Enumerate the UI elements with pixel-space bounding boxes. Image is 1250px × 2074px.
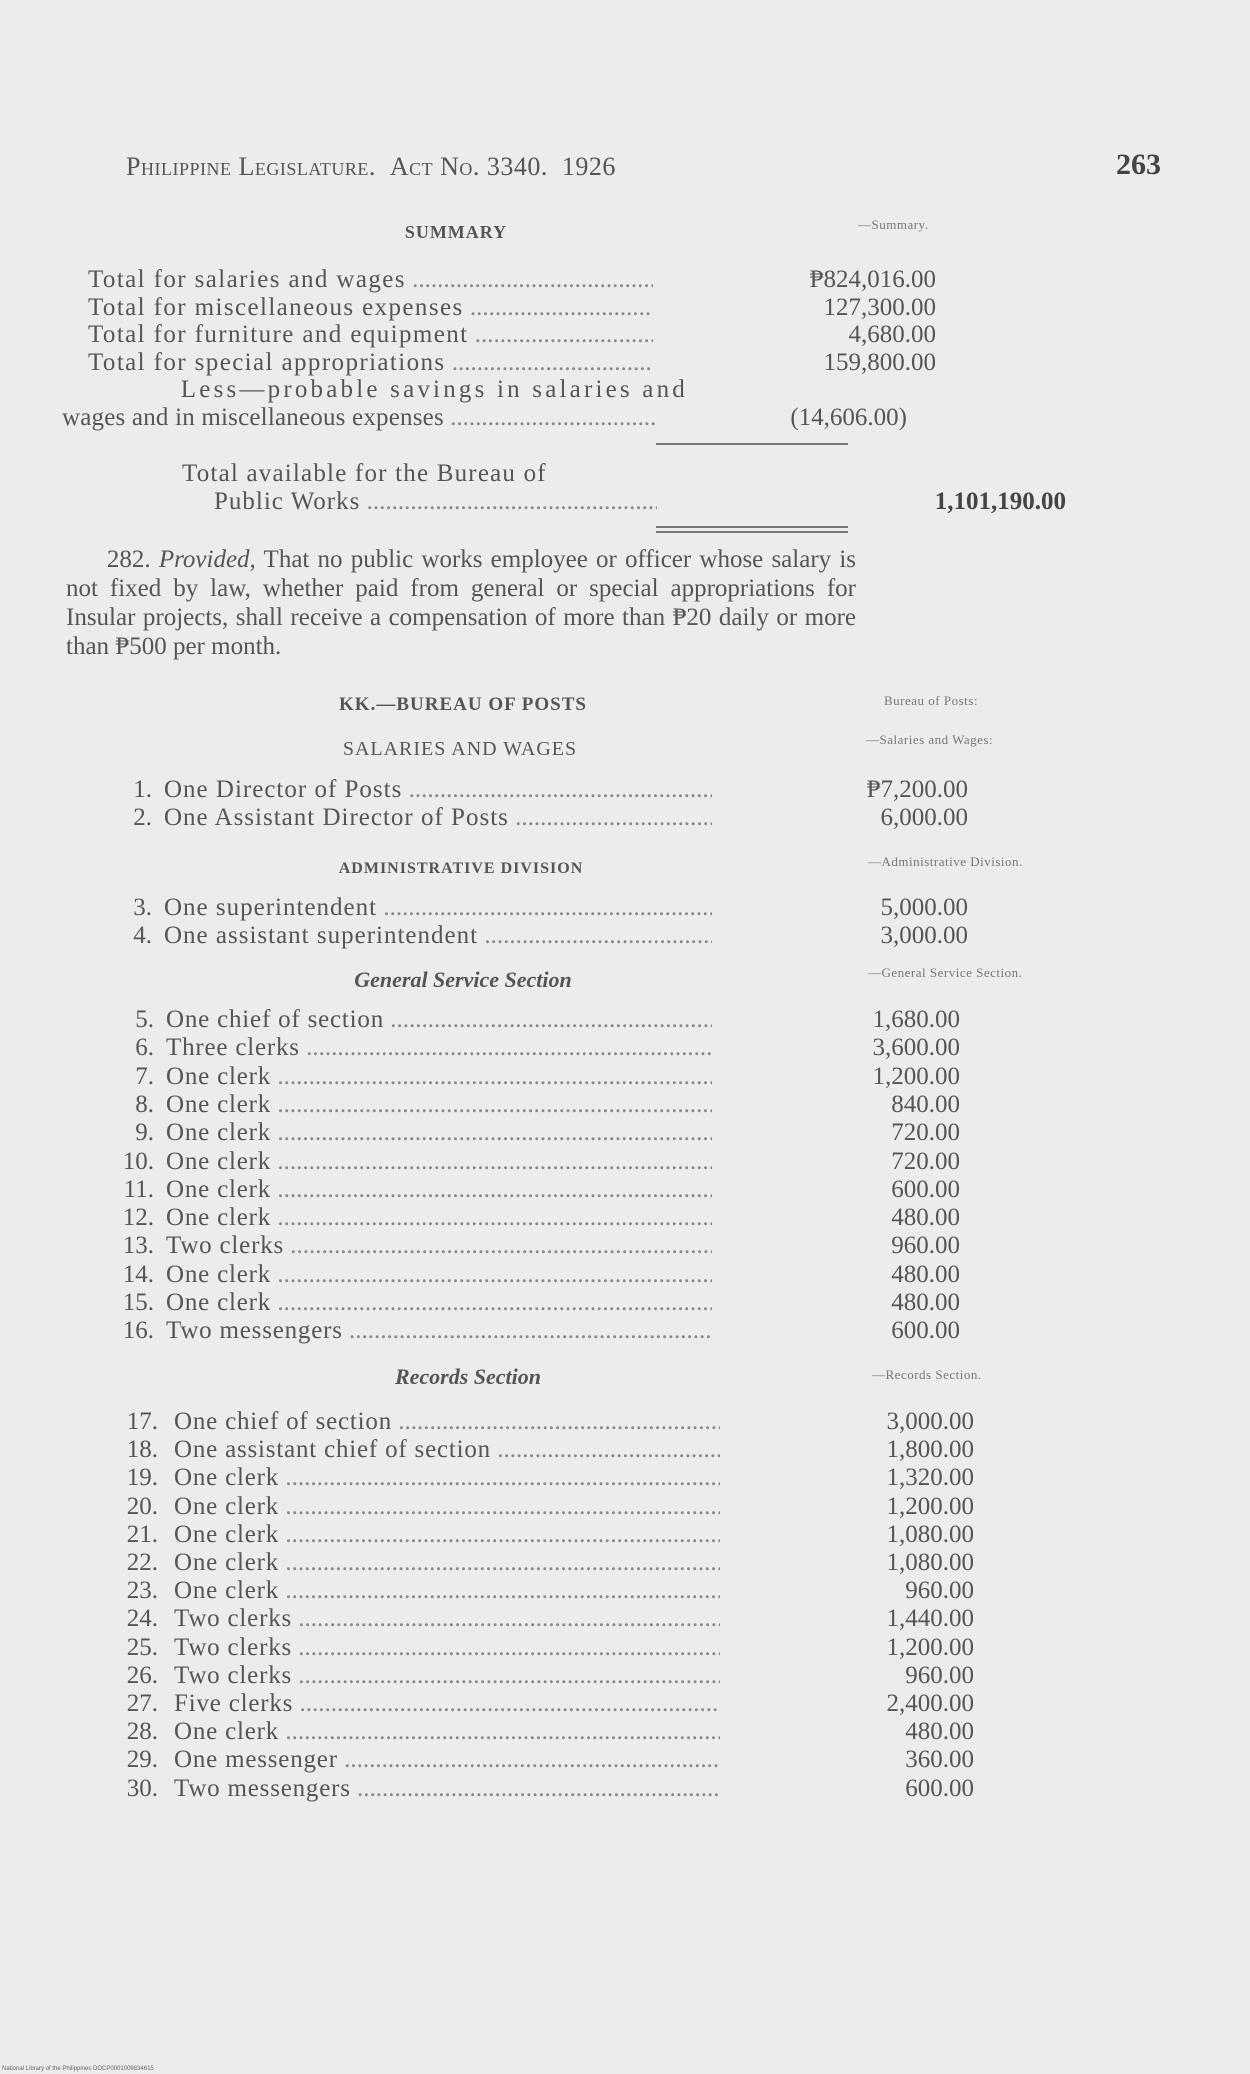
source-mark: National Library of the Philippines DOCP0001009834615 [2, 2066, 154, 2072]
item-label: Five clerks ..... [174, 1690, 720, 1718]
item-amount: 1,200.00 [886, 1492, 974, 1520]
salaries-margin-note: —Salaries and Wages: [866, 732, 994, 747]
item-number: 15. [122, 1289, 154, 1316]
item-amount: 3,000.00 [880, 922, 968, 949]
item-amount: 2,400.00 [886, 1690, 974, 1717]
line-item [108, 1436, 974, 1464]
admin-margin-note: —Administrative Division. [868, 854, 1023, 869]
item-amount: 840.00 [891, 1090, 960, 1118]
total-text-1: Total available for the Bureau of [182, 460, 547, 487]
item-amount: 4,680.00 [848, 321, 936, 348]
item-number: 20. [126, 1492, 158, 1520]
item-number: 27. [126, 1690, 158, 1717]
item-amount: 1,680.00 [872, 1006, 960, 1033]
running-header [126, 152, 616, 182]
line-item [104, 1090, 960, 1119]
summary-title: SUMMARY [404, 222, 508, 242]
item-label: Three clerks ..... [166, 1034, 712, 1062]
item-amount: 960.00 [905, 1661, 974, 1689]
line-item [104, 1260, 960, 1289]
item-amount: 5,000.00 [880, 894, 968, 921]
item-amount: 720.00 [891, 1147, 960, 1175]
item-number: 12. [122, 1204, 154, 1232]
line-item [108, 1661, 974, 1690]
item-label: Total for special appropriations ..... [88, 349, 653, 377]
line-item [104, 1289, 960, 1317]
item-amount: ₱824,016.00 [809, 266, 936, 293]
item-amount: 480.00 [891, 1289, 960, 1316]
line-item [88, 266, 936, 294]
item-label: Two messengers ..... [166, 1317, 712, 1345]
item-number: 23. [126, 1577, 158, 1605]
item-number: 19. [126, 1464, 158, 1492]
item-number: 11. [123, 1175, 154, 1203]
item-number: 13. [122, 1232, 154, 1260]
item-amount: 1,440.00 [886, 1605, 974, 1633]
item-label: One Director of Posts ..... [164, 776, 712, 804]
item-amount: 1,320.00 [886, 1464, 974, 1492]
proviso-text: That no public works employee or officer whose salary is not fixed by law, whether paid from general or special appropriations for Insular projects, shall receive a compensation of more than ₱20 daily or more than ₱500 per month. [66, 546, 856, 660]
item-number: 21. [126, 1520, 158, 1548]
item-amount: 480.00 [905, 1718, 974, 1746]
less-text-1: Less—probable savings in salaries and [180, 376, 688, 403]
line-item [112, 894, 968, 922]
summary-rule [656, 443, 848, 445]
item-amount: 600.00 [905, 1774, 974, 1802]
item-label: Two messengers ..... [174, 1775, 720, 1803]
item-amount: 960.00 [905, 1577, 974, 1605]
line-item [108, 1577, 974, 1605]
item-number: 1. [133, 776, 152, 803]
proviso-provided: Provided, [158, 546, 256, 573]
item-number: 25. [126, 1633, 158, 1661]
line-item [108, 1408, 974, 1436]
item-label: One chief of section ..... [166, 1006, 712, 1034]
item-label: One clerk ..... [166, 1176, 712, 1204]
item-label: One clerk ..... [174, 1521, 720, 1549]
bureau-title: KK.—BUREAU OF POSTS [339, 694, 587, 715]
total-double-rule [656, 526, 848, 533]
act-year: 1926 [561, 152, 616, 181]
item-number: 3. [133, 894, 152, 921]
admin-division-title: ADMINISTRATIVE DIVISION [338, 860, 584, 877]
proviso-paragraph [66, 545, 856, 661]
line-item [104, 1006, 960, 1034]
item-number: 6. [135, 1034, 154, 1062]
act-number: Act No. 3340. [389, 152, 548, 181]
line-item [104, 1232, 960, 1260]
summary-less-line-1 [88, 376, 868, 404]
item-label: One chief of section ..... [174, 1408, 720, 1436]
line-item [108, 1718, 974, 1746]
item-number: 22. [126, 1549, 158, 1576]
item-label: One clerk ..... [174, 1577, 720, 1605]
item-amount: 1,080.00 [886, 1549, 974, 1576]
line-item [108, 1774, 974, 1803]
item-label: One clerk ..... [166, 1261, 712, 1289]
line-item [108, 1549, 974, 1577]
records-section-title: Records Section [394, 1364, 542, 1389]
item-amount: 3,000.00 [886, 1408, 974, 1435]
item-label: One clerk ..... [166, 1091, 712, 1119]
total-amount: 1,101,190.00 [934, 488, 1066, 515]
line-item [88, 293, 936, 322]
item-label: Total for furniture and equipment ..... [88, 321, 653, 349]
item-label: One clerk ..... [174, 1718, 720, 1746]
item-label: Two clerks ..... [166, 1232, 712, 1260]
item-label: One clerk ..... [166, 1148, 712, 1176]
item-amount: 127,300.00 [823, 293, 936, 321]
general-service-margin-note: —General Service Section. [868, 965, 1023, 980]
line-item [88, 321, 936, 349]
item-amount: 3,600.00 [872, 1034, 960, 1062]
item-label: One assistant superintendent ..... [164, 922, 712, 950]
item-label: One clerk ..... [166, 1289, 712, 1317]
item-amount: 6,000.00 [880, 804, 968, 831]
item-amount: 1,080.00 [886, 1520, 974, 1548]
item-number: 10. [122, 1147, 154, 1175]
item-label: Total for miscellaneous expenses ..... [88, 294, 653, 322]
line-item [112, 804, 968, 832]
item-amount: ₱7,200.00 [866, 776, 968, 803]
line-item [112, 922, 968, 950]
page-number: 263 [1116, 148, 1161, 181]
salaries-title: SALARIES AND WAGES [342, 738, 578, 760]
item-number: 29. [126, 1746, 158, 1774]
item-amount: 1,800.00 [886, 1436, 974, 1464]
line-item [104, 1147, 960, 1176]
item-label: One superintendent ..... [164, 894, 712, 922]
line-item [104, 1119, 960, 1147]
item-number: 4. [133, 922, 152, 949]
item-amount: 960.00 [891, 1232, 960, 1260]
summary-total-line-1 [182, 460, 682, 488]
summary-total-line-2 [214, 488, 1066, 516]
line-item [108, 1464, 974, 1492]
item-amount: 600.00 [891, 1317, 960, 1345]
total-text-2: Public Works ..... [214, 488, 657, 516]
line-item [104, 1175, 960, 1204]
item-label: One clerk ..... [174, 1464, 720, 1492]
item-label: One assistant chief of section ..... [174, 1436, 720, 1464]
line-item [104, 1204, 960, 1232]
running-title: Philippine Legislature. [126, 152, 376, 181]
item-label: One clerk ..... [174, 1493, 720, 1521]
bureau-margin-note: Bureau of Posts: [884, 693, 978, 708]
item-label: One clerk ..... [166, 1204, 712, 1232]
item-number: 16. [122, 1317, 154, 1345]
records-margin-note: —Records Section. [872, 1367, 982, 1382]
line-item [88, 348, 936, 377]
item-label: One messenger ..... [174, 1746, 720, 1774]
item-label: One clerk ..... [166, 1119, 712, 1147]
item-label: Total for salaries and wages ..... [88, 266, 653, 294]
line-item [104, 1034, 960, 1062]
item-number: 8. [135, 1090, 154, 1118]
line-item [108, 1520, 974, 1549]
less-text-2: wages and in miscellaneous expenses ..... [62, 404, 657, 432]
item-number: 28. [126, 1718, 158, 1746]
line-item [108, 1605, 974, 1633]
item-amount: 1,200.00 [886, 1633, 974, 1661]
item-number: 18. [126, 1436, 158, 1464]
item-label: One clerk ..... [174, 1549, 720, 1577]
proviso-number: 282. [106, 546, 151, 573]
item-label: Two clerks ..... [174, 1634, 720, 1662]
line-item [108, 1492, 974, 1521]
item-number: 9. [135, 1119, 154, 1147]
summary-margin-note: —Summary. [858, 217, 929, 232]
item-amount: 1,200.00 [872, 1062, 960, 1090]
general-service-title: General Service Section [354, 967, 572, 992]
item-label: Two clerks ..... [174, 1605, 720, 1633]
item-amount: 480.00 [891, 1260, 960, 1288]
line-item [108, 1746, 974, 1774]
item-number: 24. [126, 1605, 158, 1633]
item-amount: 360.00 [905, 1746, 974, 1774]
summary-less-line-2 [62, 404, 907, 432]
item-number: 14. [122, 1260, 154, 1288]
item-label: Two clerks ..... [174, 1662, 720, 1690]
item-amount: 480.00 [891, 1204, 960, 1232]
item-number: 5. [135, 1006, 154, 1033]
item-number: 17. [126, 1408, 158, 1435]
item-amount: 720.00 [891, 1119, 960, 1147]
line-item [104, 1062, 960, 1091]
less-amount: (14,606.00) [790, 404, 907, 431]
item-number: 7. [135, 1062, 154, 1090]
item-number: 2. [133, 804, 152, 831]
item-amount: 159,800.00 [823, 348, 936, 376]
line-item [108, 1690, 974, 1718]
item-number: 26. [126, 1661, 158, 1689]
item-label: One Assistant Director of Posts ..... [164, 804, 712, 832]
line-item [104, 1317, 960, 1345]
item-label: One clerk ..... [166, 1063, 712, 1091]
line-item [112, 776, 968, 804]
item-amount: 600.00 [891, 1175, 960, 1203]
line-item [108, 1633, 974, 1662]
item-number: 30. [126, 1774, 158, 1802]
